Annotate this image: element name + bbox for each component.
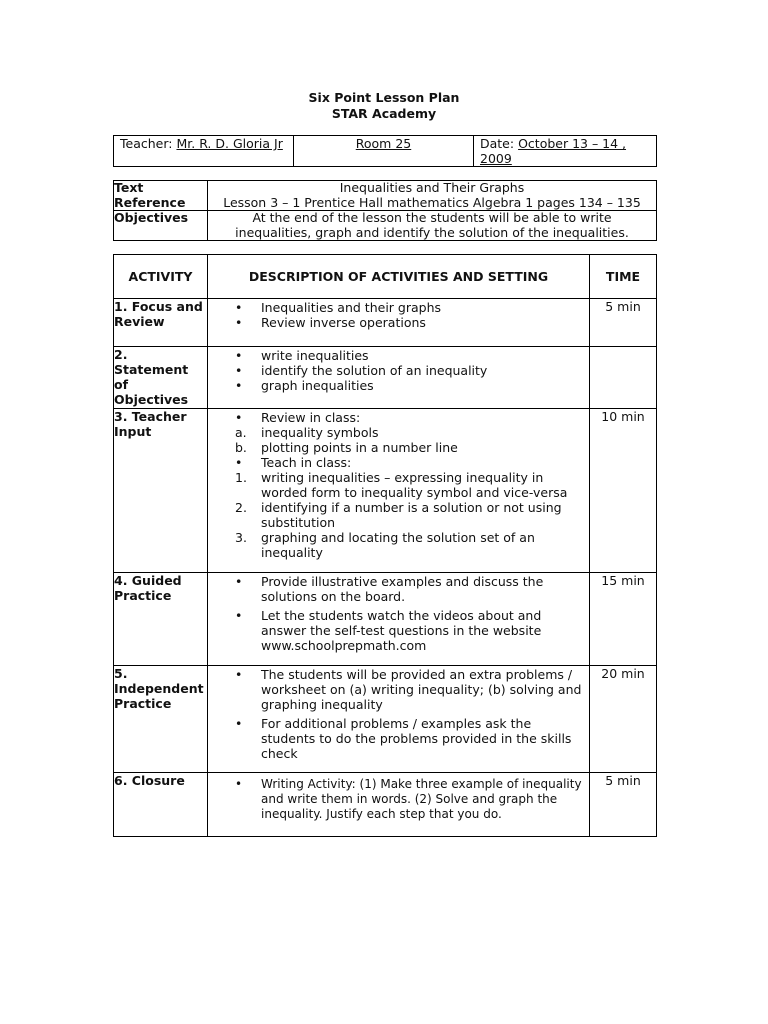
activity-name-line: 1. Focus and — [114, 299, 203, 314]
list-item: • graph inequalities — [210, 378, 587, 393]
activity-name-line: 3. Teacher — [114, 409, 187, 424]
time-cell: 5 min — [590, 299, 657, 347]
activity-name-line: Independent — [114, 681, 204, 696]
teacher-label: Teacher: — [120, 136, 173, 151]
activity-name-line: Input — [114, 424, 152, 439]
description-cell — [208, 773, 590, 837]
list-item: • Writing Activity: (1) Make three example of inequality and write them in words. (2) Solve and graph the inequality. Justify each step that you do. — [210, 777, 587, 822]
list-item: 2. identifying if a number is a solution or not using substitution — [210, 500, 587, 530]
list-item: a. inequality symbols — [210, 425, 587, 440]
teacher-name: Mr. R. D. Gloria Jr — [176, 136, 283, 151]
activity-name-line: 5. — [114, 666, 128, 681]
description-cell — [208, 409, 590, 573]
objectives-label: Objectives — [114, 211, 208, 241]
activities-header-row — [114, 255, 657, 299]
activity-name-line: 2. Statement — [114, 347, 189, 377]
text-reference-value — [208, 181, 657, 211]
time-cell: 20 min — [590, 666, 657, 773]
description-cell — [208, 573, 590, 666]
activity-cell — [114, 347, 208, 409]
text-reference-label — [114, 181, 208, 211]
time-cell: 15 min — [590, 573, 657, 666]
activity-cell: 6. Closure — [114, 773, 208, 837]
description-cell — [208, 666, 590, 773]
activity-name-line: of Objectives — [114, 377, 189, 407]
activity-name-line: Practice — [114, 588, 172, 603]
table-row — [114, 347, 657, 409]
activities-table — [113, 254, 657, 837]
list-item: • write inequalities — [210, 348, 587, 363]
activity-cell — [114, 409, 208, 573]
list-item: 3. graphing and locating the solution set of an inequality — [210, 530, 587, 560]
table-row — [114, 299, 657, 347]
list-item: • Review inverse operations — [210, 315, 587, 330]
table-row — [114, 773, 657, 837]
list-item: 1. writing inequalities – expressing inequality in worded form to inequality symbol and vice-versa — [210, 470, 587, 500]
text-reference-line2: Lesson 3 – 1 Prentice Hall mathematics Algebra 1 pages 134 – 135 — [223, 194, 641, 210]
table-row — [114, 409, 657, 573]
list-item: • The students will be provided an extra problems / worksheet on (a) writing inequality; (b) solving and graphing inequality — [210, 667, 587, 712]
activity-cell — [114, 299, 208, 347]
text-reference-label-line2: Reference — [114, 194, 186, 210]
time-header: TIME — [590, 255, 657, 299]
list-item: • Provide illustrative examples and discuss the solutions on the board. — [210, 574, 587, 604]
list-item: • Teach in class: — [210, 455, 587, 470]
activity-cell — [114, 666, 208, 773]
list-item: • Let the students watch the videos about and answer the self-test questions in the website www.schoolprepmath.com — [210, 608, 587, 653]
objectives-value — [208, 211, 657, 241]
room-cell — [294, 136, 474, 167]
document-subtitle: STAR Academy — [331, 106, 437, 121]
date-cell — [474, 136, 657, 167]
objectives-line2: inequalities, graph and identify the solution of the inequalities. — [235, 224, 629, 240]
document-title: Six Point Lesson Plan — [308, 90, 460, 105]
table-row — [114, 573, 657, 666]
activity-header: ACTIVITY — [114, 255, 208, 299]
date-value-line1: October 13 – 14 , — [518, 136, 627, 151]
description-header: DESCRIPTION OF ACTIVITIES AND SETTING — [208, 255, 590, 299]
text-reference-line1: Inequalities and Their Graphs — [339, 180, 525, 195]
room-value: Room 25 — [355, 136, 412, 151]
activity-name-line: Practice — [114, 696, 172, 711]
time-cell: 5 min — [590, 773, 657, 837]
activity-name-line: Review — [114, 314, 165, 329]
date-value-line2: 2009 — [480, 151, 512, 166]
activity-cell — [114, 573, 208, 666]
reference-table — [113, 180, 657, 241]
info-table — [113, 135, 657, 167]
text-reference-label-line1: Text — [114, 180, 144, 195]
table-row — [114, 666, 657, 773]
description-cell — [208, 347, 590, 409]
date-label: Date: — [480, 136, 515, 151]
objectives-line1: At the end of the lesson the students will be able to write — [252, 210, 612, 225]
time-cell: 10 min — [590, 409, 657, 573]
description-cell — [208, 299, 590, 347]
teacher-cell — [114, 136, 294, 167]
list-item: • Review in class: — [210, 410, 587, 425]
list-item: • Inequalities and their graphs — [210, 300, 587, 315]
list-item: • identify the solution of an inequality — [210, 363, 587, 378]
list-item: b. plotting points in a number line — [210, 440, 587, 455]
list-item: • For additional problems / examples ask the students to do the problems provided in the skills check — [210, 716, 587, 761]
activity-name-line: 4. Guided — [114, 573, 182, 588]
time-cell — [590, 347, 657, 409]
